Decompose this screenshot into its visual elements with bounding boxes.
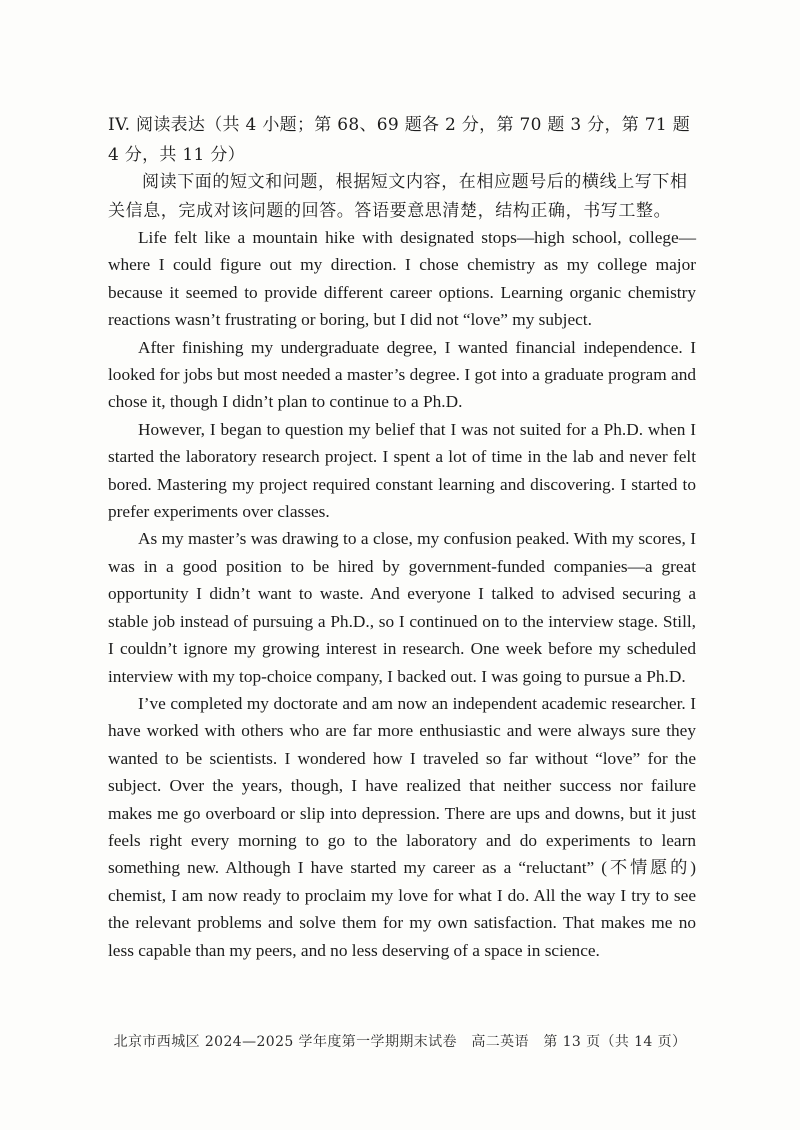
passage-paragraph-1: Life felt like a mountain hike with designated stops—high school, college—where I could figure out my direction. I chose chemistry as my college major because it seemed to provide different career options. Learning organic chemistry reactions wasn’t frustrating or boring, but I did not “love” my subject. (108, 228, 696, 330)
section-heading: IV. 阅读表达（共 4 小题；第 68、69 题各 2 分，第 70 题 3 分，第 71 题 4 分，共 11 分） (108, 115, 691, 165)
passage-paragraph-2: After finishing my undergraduate degree, I wanted financial independence. I looked for jobs but most needed a master’s degree. I got into a graduate program and chose it, though I didn’t plan to continue to a Ph.D. (108, 337, 696, 412)
reading-passage (108, 224, 696, 964)
page-footer: 北京市西城区 2024—2025 学年度第一学期期末试卷 高二英语 第 13 页（共 14 页） (113, 1034, 687, 1050)
passage-paragraph-3: However, I began to question my belief that I was not suited for a Ph.D. when I started the laboratory research project. I spent a lot of time in the lab and never felt bored. Mastering my project required constant learning and discovering. I started to prefer experiments over classes. (108, 419, 696, 522)
passage-paragraph-4: As my master’s was drawing to a close, my confusion peaked. With my scores, I was in a good position to be hired by government-funded companies—a great opportunity I didn’t want to waste. And everyone I talked to advised securing a stable job instead of pursuing a Ph.D., so I continued on to the interview stage. Still, I couldn’t ignore my growing interest in research. One week before my scheduled interview with my top-choice company, I backed out. I was going to pursue a Ph.D. (108, 529, 696, 686)
passage-paragraph-5: I’ve completed my doctorate and am now an independent academic researcher. I have worked with others who are far more enthusiastic and were always sure they wanted to be scientists. I wondered how I traveled so far without “love” for the subject. Over the years, though, I have realized that neither success nor failure makes me go overboard or slip into depression. There are ups and downs, but it just feels right every morning to go to the laboratory and do experiments to learn something new. Although I have started my career as a “reluctant” (不情愿的) chemist, I am now ready to proclaim my love for what I do. All the way I try to see the relevant problems and solve them for my own satisfaction. That makes me no less capable than my peers, and no less deserving of a space in science. (108, 693, 696, 960)
instructions: 阅读下面的短文和问题，根据短文内容，在相应题号后的横线上写下相关信息，完成对该问题的回答。答语要意思清楚，结构正确，书写工整。 (108, 172, 688, 221)
